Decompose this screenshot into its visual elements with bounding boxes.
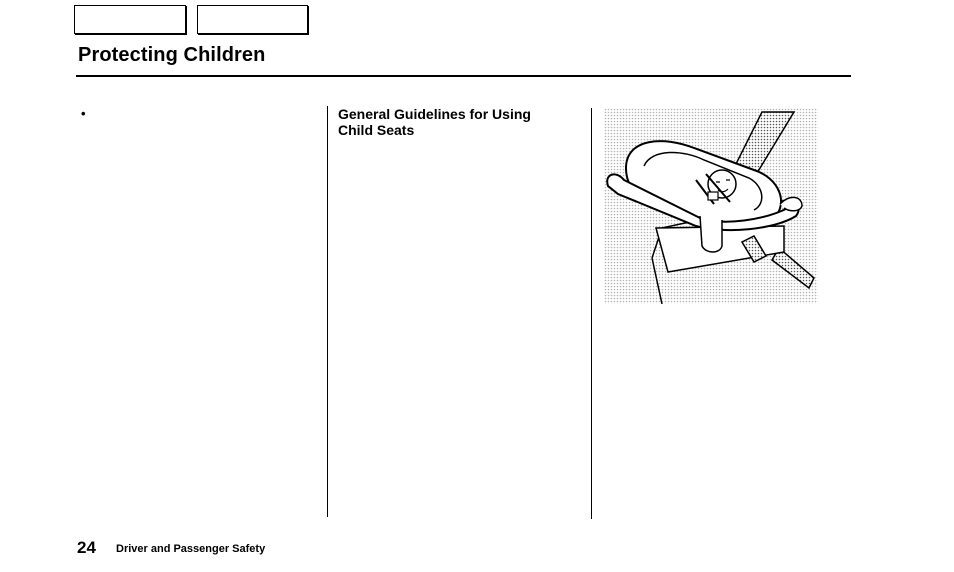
next-page-button[interactable] <box>197 5 308 34</box>
section-heading: General Guidelines for Using Child Seats <box>338 106 531 138</box>
page-number: 24 <box>77 538 96 557</box>
list-bullet: • <box>81 106 86 121</box>
footer-section-name: Driver and Passenger Safety <box>116 543 266 555</box>
previous-page-button[interactable] <box>74 5 186 34</box>
infant-car-seat-illustration <box>604 108 818 304</box>
column-divider-left <box>327 106 328 517</box>
page-title: Protecting Children <box>78 44 266 66</box>
title-divider <box>76 75 851 77</box>
column-divider-right <box>591 108 592 519</box>
